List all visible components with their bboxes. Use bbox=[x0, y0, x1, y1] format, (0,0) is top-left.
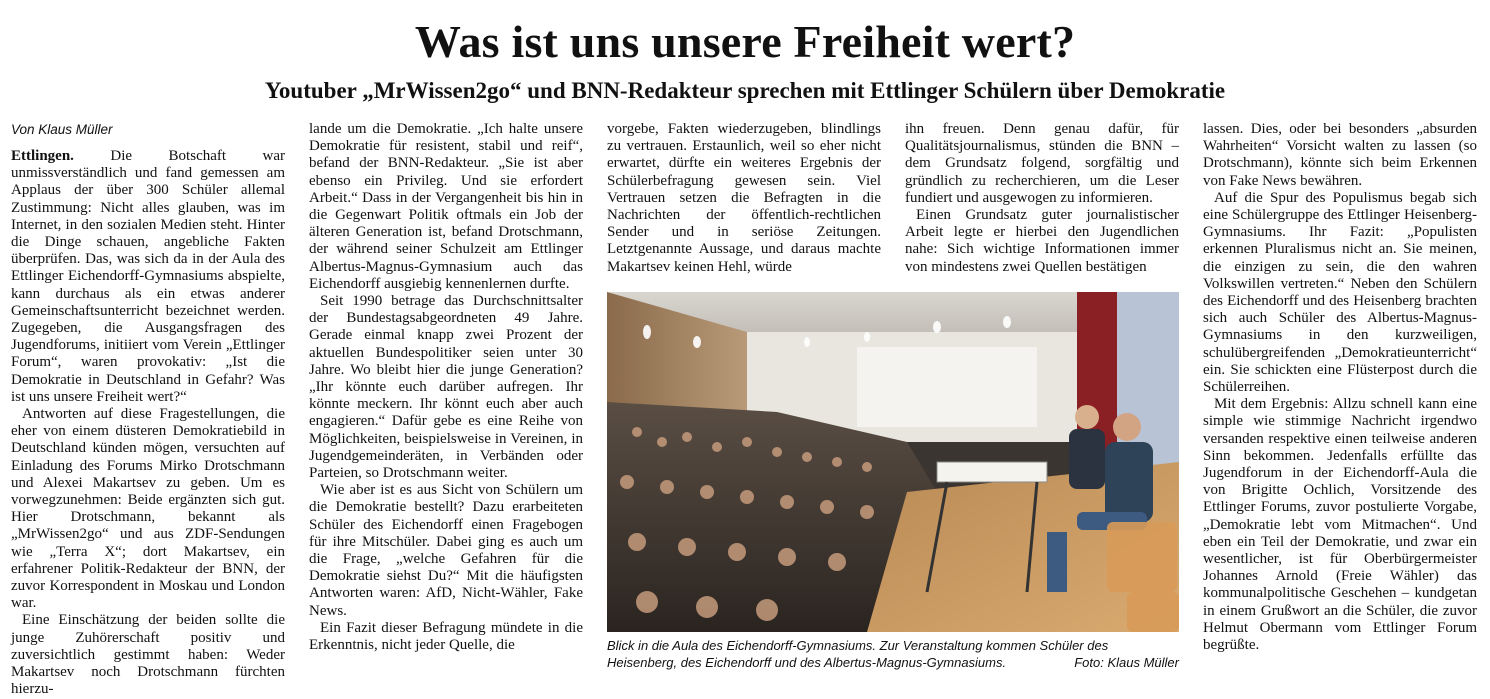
paragraph: ihn freuen. Denn genau dafür, für Qualitätsjournalismus, stünden die BNN – dem Grundsatz folgend, sorgfältig und gründlich zu recherchieren, um die Leser fundiert und ausgewogen zu informieren. bbox=[905, 121, 1179, 206]
paragraph bbox=[11, 148, 285, 406]
headline: Was ist uns unsere Freiheit wert? bbox=[414, 16, 1076, 67]
photo-caption bbox=[607, 637, 1179, 671]
subheadline: Youtuber „MrWissen2go“ und BNN-Redakteur sprechen mit Ettlinger Schülern über Demokratie bbox=[264, 78, 1226, 103]
paragraph: vorgebe, Fakten wiederzugeben, blindlings zu vertrauen. Erstaunlich, weil so eher nicht erwartet, dürfte ein weiteres Ergebnis der Schülerbefragung gewesen sein. Viel Vertrauen setzen die Befragten in die Nachrichten der öffentlich-rechtlichen Sender und in seriöse Zeitungen. Letztgenannte Aussage, und daraus machte Makartsev keinen Hehl, würde bbox=[607, 121, 881, 275]
paragraph-text: Die Botschaft war unmissverständlich und fand gemessen am Applaus der über 300 Schüler allemal Zustimmung: Nicht alles glauben, was im Internet, in den sozialen Medien steht. Hinter die Dinge schauen, angebliche Fakten überprüfen. Das, was sich da in der Aula des Ettlinger Eichendorff-Gymnasiums abspielte, kann durchaus als ein etwas anderer Gemeinschaftsunterricht bezeichnet werden. Zugegeben, die Ausgangsfragen des Jugendforums, initiiert vom Verein „Ettlinger Forum“, waren provokativ: „Ist die Demokratie in Deutschland in Gefahr? Was ist uns unsere Freiheit wert?“ bbox=[11, 148, 286, 405]
photo-caption-text: Blick in die Aula des Eichendorff-Gymnasiums. Zur Veranstaltung kommen Schüler des Heisenberg, des Eichendorff und des Albertus-Magnus-Gymnasiums. bbox=[607, 638, 1109, 670]
paragraph: Ein Fazit dieser Befragung mündete in die Erkenntnis, nicht jeder Quelle, die bbox=[309, 619, 583, 654]
aula-photo bbox=[607, 292, 1179, 632]
paragraph: lande um die Demokratie. „Ich halte unsere Demokratie für resistent, stabil und reif“, befand der BNN-Redakteur. „Sie ist aber ebenso ein Privileg. Und sie erfordert Arbeit.“ Dass in der Vergangenheit bis hin in die Gegenwart Politik oftmals ein Job der älteren Generation ist, befand Drotschmann, der während seiner Schulzeit am Ettlinger Albertus-Magnus-Gymnasium auch das Eichendorff ausgiebig kennenlernen durfte. bbox=[309, 121, 583, 292]
article-column-4 bbox=[905, 121, 1179, 276]
dateline: Ettlingen. bbox=[11, 148, 74, 164]
paragraph: lassen. Dies, oder bei besonders „absurden Wahrheiten“ Vorsicht walten zu lassen (so Drotschmann), könnte sich beim Erkennen von Fake News bewähren. bbox=[1203, 121, 1477, 189]
article-column-2 bbox=[309, 121, 583, 654]
paragraph: Mit dem Ergebnis: Allzu schnell kann eine simple wie stimmige Nachricht irgendwo versanden respektive einen teilweise anderen Sinn bekommen. Jedenfalls erfüllte das Jugendforum in der Eichendorff-Aula die von Brigitte Ochlich, Vorsitzende des Ettlinger Forums, zuvor postulierte Vorgabe, „Demokratie lebt vom Mitmachen“. Und eben ein Teil der Demokratie, und zwar ein wesentlicher, ist für Oberbürgermeister Johannes Arnold (Freie Wähler) das kommunalpolitische Geschehen – kundgetan in einem Grußwort an die Schüler, die zuvor Helmut Obermann vom Ettlinger Forum begrüßte. bbox=[1203, 396, 1477, 654]
byline: Von Klaus Müller bbox=[11, 122, 113, 137]
aula-photo-illustration bbox=[607, 292, 1179, 632]
paragraph: Einen Grundsatz guter journalistischer Arbeit legte er hierbei den Jugendlichen nahe: Sich wichtige Informationen immer von mindestens zwei Quellen bestätigen bbox=[905, 207, 1179, 275]
paragraph: Auf die Spur des Populismus begab sich eine Schülergruppe des Ettlinger Heisenberg-Gymnasiums. Ihr Fazit: „Populisten erkennen Pluralismus nicht an. Sie meinen, die einzigen zu sein, die den wahren Volkswillen vertreten.“ Neben den Schülern des Eichendorff und des Heisenberg brachten sich auch Schüler des Albertus-Magnus-Gymnasiums in den kurzweiligen, schulübergreifenden „Demokratieunterricht“ ein. Sie schickten eine Flüsterpost durch die Schülerreihen. bbox=[1203, 189, 1477, 396]
paragraph: Antworten auf diese Fragestellungen, die eher von einem düsteren Demokratiebild in Deutschland künden mögen, versuchten auf Einladung des Forums Mirko Drotschmann und Alexei Makartsev zu geben. Um es vorwegzunehmen: Beide ergänzten sich gut. Hier Drotschmann, bekannt als „MrWissen2go“ und aus ZDF-Sendungen wie „Terra X“; dort Makartsev, ein erfahrener Politik-Redakteur der BNN, der zuvor Korrespondent in Moskau und London war. bbox=[11, 406, 285, 612]
paragraph: Eine Einschätzung der beiden sollte die junge Zuhörerschaft positiv und zuversichtlich gestimmt haben: Weder Makartsev noch Drotschmann fürchten hierzu- bbox=[11, 612, 285, 698]
article-column-5 bbox=[1203, 121, 1477, 654]
article-column-3 bbox=[607, 121, 881, 276]
paragraph: Wie aber ist es aus Sicht von Schülern um die Demokratie bestellt? Dazu erarbeiteten Schüler des Eichendorff einen Fragebogen für ihre Mitschüler. Dabei ging es auch um die Frage, „welche Gefahren für die Demokratie siehst Du?“ Mit die häufigsten Antworten waren: AfD, Nicht-Wähler, Fake News. bbox=[309, 482, 583, 619]
article-column-1 bbox=[11, 121, 285, 699]
paragraph: Seit 1990 betrage das Durchschnittsalter der Bundestagsabgeordneten 49 Jahre. Gerade einmal knapp zwei Prozent der aktuellen Bundespolitiker seien unter 30 Jahre. Wo bleibt hier die junge Generation? „Ihr könnte euch darüber aufregen. Ihr könnte meckern. Ihr könnt euch aber auch engagieren.“ Dafür gebe es eine Reihe von Möglichkeiten, beispielsweise in Vereinen, in Jugendgemeinderäten, in Verbänden oder Parteien, so Drotschmann weiter. bbox=[309, 293, 583, 482]
photo-credit: Foto: Klaus Müller bbox=[1074, 655, 1179, 670]
